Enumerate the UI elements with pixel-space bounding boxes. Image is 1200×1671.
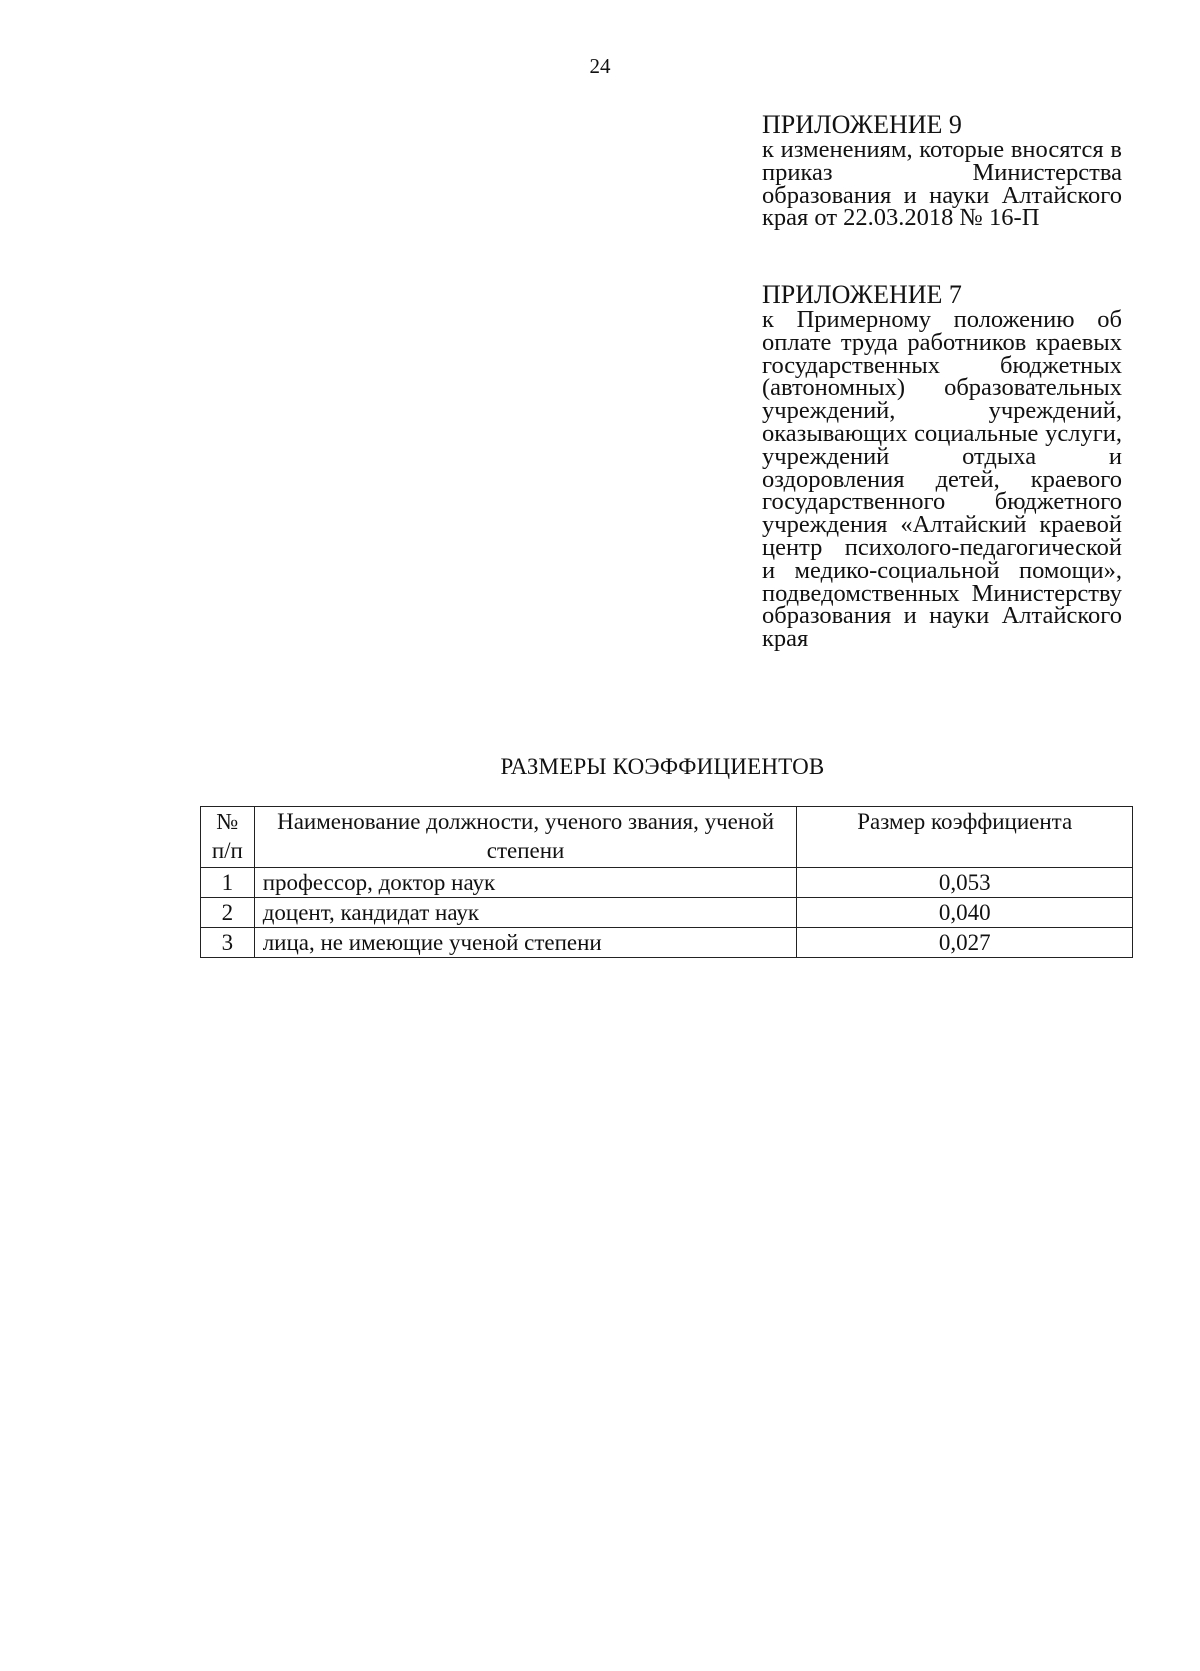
header-number bbox=[201, 807, 255, 868]
appendix-9-text: к изменениям, которые вносятся в приказ Министерства образования и науки Алтайского края от 22.03.2018 № 16-П bbox=[762, 136, 1122, 232]
appendix-7-block bbox=[762, 281, 1122, 651]
header-number-line2: п/п bbox=[211, 838, 243, 863]
table-row bbox=[201, 898, 1133, 928]
row-number: 3 bbox=[201, 928, 255, 958]
document-heading: РАЗМЕРЫ КОЭФФИЦИЕНТОВ bbox=[500, 754, 825, 779]
row-position-name: профессор, доктор наук bbox=[254, 868, 797, 898]
appendix-7-title: ПРИЛОЖЕНИЕ 7 bbox=[762, 280, 962, 309]
appendix-9-block bbox=[762, 111, 1122, 230]
row-number: 2 bbox=[201, 898, 255, 928]
appendix-9-title: ПРИЛОЖЕНИЕ 9 bbox=[762, 110, 962, 139]
row-position-name: лица, не имеющие ученой степени bbox=[254, 928, 797, 958]
table-row bbox=[201, 928, 1133, 958]
header-number-line1: № bbox=[216, 809, 239, 834]
row-coefficient: 0,053 bbox=[797, 868, 1133, 898]
appendix-7-text: к Примерному положению об оплате труда работников краевых государственных бюджетных (автономных) образовательных учреждений, учреждений, оказывающих социальные услуги, учреждений отдыха и оздоровления детей, краевого государственного бюджетного учреждения «Алтайский краевой центр психолого-педагогической и медико-социальной помощи», подведомственных Министерству образования и науки Алтайского края bbox=[762, 306, 1122, 653]
row-coefficient: 0,040 bbox=[797, 898, 1133, 928]
header-coefficient: Размер коэффициента bbox=[797, 807, 1133, 868]
table-header-row bbox=[201, 807, 1133, 868]
coefficients-table bbox=[200, 806, 1133, 958]
row-coefficient: 0,027 bbox=[797, 928, 1133, 958]
header-position-name: Наименование должности, ученого звания, ученой степени bbox=[254, 807, 797, 868]
row-position-name: доцент, кандидат наук bbox=[254, 898, 797, 928]
row-number: 1 bbox=[201, 868, 255, 898]
page-number: 24 bbox=[589, 54, 611, 78]
table-row bbox=[201, 868, 1133, 898]
